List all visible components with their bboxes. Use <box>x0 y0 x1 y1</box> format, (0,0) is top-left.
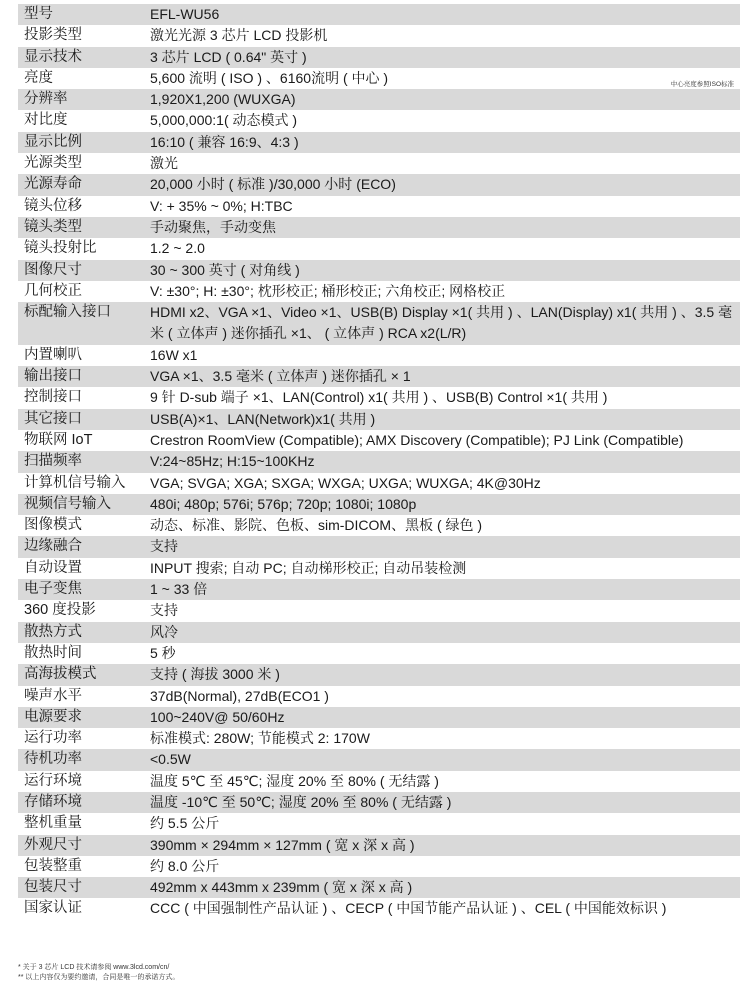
footnote-2: ** 以上内容仅为要约邀请，合同是唯一的承诺方式。 <box>18 974 180 981</box>
spec-label: 视频信号输入 <box>18 494 142 515</box>
spec-value: 温度 -10℃ 至 50℃; 湿度 20% 至 80% ( 无结露 ) <box>150 793 452 810</box>
spec-label: 物联网 IoT <box>18 430 142 451</box>
spec-value: 1 ~ 33 倍 <box>150 581 208 598</box>
footnote-1: * 关于 3 芯片 LCD 技术请参阅 www.3lcd.com/cn/ <box>18 964 170 971</box>
spec-label: 计算机信号输入 <box>18 473 142 494</box>
spec-label: 电源要求 <box>18 707 142 728</box>
spec-row <box>18 898 740 919</box>
spec-row <box>18 47 740 68</box>
spec-value-cell <box>142 260 740 281</box>
spec-value-cell <box>142 110 740 131</box>
spec-value: 风冷 <box>150 623 178 640</box>
spec-row <box>18 707 740 728</box>
spec-value: 手动聚焦，手动变焦 <box>150 218 276 235</box>
spec-value-cell <box>142 558 740 579</box>
spec-value-cell <box>142 771 740 792</box>
spec-label: 电子变焦 <box>18 579 142 600</box>
spec-row <box>18 366 740 387</box>
spec-value-cell <box>142 89 740 110</box>
spec-value: EFL-WU56 <box>150 6 220 22</box>
spec-value: 温度 5℃ 至 45℃; 湿度 20% 至 80% ( 无结露 ) <box>150 772 439 789</box>
spec-value: V: + 35% ~ 0%; H:TBC <box>150 197 293 214</box>
spec-value: VGA ×1、3.5 毫米 ( 立体声 ) 迷你插孔 × 1 <box>150 368 411 385</box>
spec-row <box>18 89 740 110</box>
spec-label: 显示比例 <box>18 132 142 153</box>
spec-label: 整机重量 <box>18 813 142 834</box>
spec-row <box>18 579 740 600</box>
spec-label: 分辨率 <box>18 89 142 110</box>
spec-row <box>18 260 740 281</box>
spec-label: 输出接口 <box>18 366 142 387</box>
spec-value-cell <box>142 132 740 153</box>
spec-value-cell <box>142 515 740 536</box>
spec-row <box>18 217 740 238</box>
spec-value-cell <box>142 600 740 621</box>
spec-value: 480i; 480p; 576i; 576p; 720p; 1080i; 1080p <box>150 495 417 512</box>
spec-value-cell <box>142 473 740 494</box>
spec-label: 几何校正 <box>18 281 142 302</box>
spec-value-cell <box>142 281 740 302</box>
spec-label: 国家认证 <box>18 898 142 919</box>
spec-label: 待机功率 <box>18 749 142 770</box>
spec-row <box>18 409 740 430</box>
spec-row <box>18 515 740 536</box>
spec-value: 约 5.5 公斤 <box>150 815 220 832</box>
spec-label: 控制接口 <box>18 387 142 408</box>
spec-table <box>18 4 740 920</box>
spec-value-cell <box>142 302 740 345</box>
spec-label: 光源类型 <box>18 153 142 174</box>
spec-value: 激光 <box>150 155 178 172</box>
spec-label: 显示技术 <box>18 47 142 68</box>
spec-value: 支持 <box>150 602 178 619</box>
spec-row <box>18 835 740 856</box>
spec-label: 运行功率 <box>18 728 142 749</box>
spec-value-cell <box>142 686 740 707</box>
spec-row <box>18 536 740 557</box>
spec-value: VGA; SVGA; XGA; SXGA; WXGA; UXGA; WUXGA; 4K@30Hz <box>150 474 541 491</box>
spec-value: 标准模式: 280W; 节能模式 2: 170W <box>150 730 370 747</box>
spec-value: 37dB(Normal), 27dB(ECO1 ) <box>150 687 329 704</box>
spec-value: 5 秒 <box>150 644 176 661</box>
spec-label: 运行环境 <box>18 771 142 792</box>
spec-value-cell <box>142 366 740 387</box>
spec-row <box>18 174 740 195</box>
spec-value: V: ±30°; H: ±30°; 枕形校正; 桶形校正; 六角校正; 网格校正 <box>150 282 506 299</box>
spec-value-cell <box>142 536 740 557</box>
spec-label: 高海拔模式 <box>18 664 142 685</box>
spec-value-cell <box>142 898 740 919</box>
spec-value: USB(A)×1、LAN(Network)x1( 共用 ) <box>150 410 376 427</box>
spec-value-cell <box>142 664 740 685</box>
spec-label: 噪声水平 <box>18 686 142 707</box>
spec-value: 约 8.0 公斤 <box>150 857 220 874</box>
spec-row <box>18 643 740 664</box>
spec-value: 492mm x 443mm x 239mm ( 宽 x 深 x 高 ) <box>150 879 413 896</box>
spec-value-cell <box>142 217 740 238</box>
spec-value-cell <box>142 856 740 877</box>
spec-value-cell <box>142 494 740 515</box>
spec-label: 图像尺寸 <box>18 260 142 281</box>
spec-value-cell <box>142 622 740 643</box>
spec-label: 自动设置 <box>18 558 142 579</box>
spec-row <box>18 473 740 494</box>
spec-label: 外观尺寸 <box>18 835 142 856</box>
spec-value: 16:10 ( 兼容 16:9、4:3 ) <box>150 133 299 150</box>
spec-row <box>18 345 740 366</box>
spec-value-cell <box>142 47 740 68</box>
spec-value: <0.5W <box>150 751 191 768</box>
spec-row <box>18 749 740 770</box>
spec-label: 投影类型 <box>18 25 142 46</box>
spec-value-cell <box>142 238 740 259</box>
spec-row <box>18 600 740 621</box>
spec-row <box>18 771 740 792</box>
spec-row <box>18 856 740 877</box>
spec-value-cell <box>142 430 740 451</box>
spec-row <box>18 558 740 579</box>
spec-value: 3 芯片 LCD ( 0.64" 英寸 ) <box>150 48 307 65</box>
spec-row <box>18 281 740 302</box>
spec-value-cell <box>142 345 740 366</box>
spec-row <box>18 686 740 707</box>
spec-label: 内置喇叭 <box>18 345 142 366</box>
spec-row <box>18 153 740 174</box>
spec-value: 390mm × 294mm × 127mm ( 宽 x 深 x 高 ) <box>150 836 415 853</box>
spec-label: 型号 <box>18 4 142 25</box>
spec-row <box>18 302 740 345</box>
spec-label: 镜头投射比 <box>18 238 142 259</box>
spec-row <box>18 728 740 749</box>
spec-value-cell <box>142 643 740 664</box>
spec-value-cell <box>142 728 740 749</box>
spec-row <box>18 4 740 25</box>
spec-value-cell <box>142 409 740 430</box>
spec-label: 标配输入接口 <box>18 302 142 345</box>
spec-value-cell <box>142 835 740 856</box>
spec-value: 100~240V@ 50/60Hz <box>150 708 285 725</box>
spec-value: 9 针 D-sub 端子 ×1、LAN(Control) x1( 共用 ) 、USB(B) Control ×1( 共用 ) <box>150 389 608 406</box>
spec-value-cell <box>142 387 740 408</box>
spec-row <box>18 813 740 834</box>
spec-value-cell <box>142 792 740 813</box>
spec-label: 存储环境 <box>18 792 142 813</box>
spec-value-cell <box>142 4 740 25</box>
spec-value: 5,600 流明 ( ISO ) 、6160流明 ( 中心 ) <box>150 69 389 86</box>
spec-value-cell <box>142 451 740 472</box>
spec-row <box>18 387 740 408</box>
spec-label: 散热时间 <box>18 643 142 664</box>
spec-label: 边缘融合 <box>18 536 142 557</box>
spec-value-cell <box>142 579 740 600</box>
spec-row <box>18 451 740 472</box>
spec-value-cell <box>142 153 740 174</box>
spec-value-cell <box>142 707 740 728</box>
spec-value: 支持 ( 海拔 3000 米 ) <box>150 666 280 683</box>
spec-label: 360 度投影 <box>18 600 142 621</box>
spec-value-cell <box>142 25 740 46</box>
spec-value: 16W x1 <box>150 346 198 363</box>
spec-label: 扫描频率 <box>18 451 142 472</box>
spec-row <box>18 25 740 46</box>
spec-row <box>18 430 740 451</box>
spec-value: 1,920X1,200 (WUXGA) <box>150 91 296 108</box>
spec-label: 其它接口 <box>18 409 142 430</box>
spec-note: 中心亮度参照ISO标准 <box>670 80 734 88</box>
spec-value: Crestron RoomView (Compatible); AMX Discovery (Compatible); PJ Link (Compatible) <box>150 431 684 448</box>
spec-label: 亮度 <box>18 68 142 89</box>
spec-value: 5,000,000:1( 动态模式 ) <box>150 112 298 129</box>
spec-value-cell <box>142 68 740 89</box>
spec-row <box>18 664 740 685</box>
spec-value: 激光光源 3 芯片 LCD 投影机 <box>150 27 328 44</box>
spec-table-body <box>18 4 740 920</box>
spec-value-cell <box>142 196 740 217</box>
spec-value: CCC ( 中国强制性产品认证 ) 、CECP ( 中国节能产品认证 ) 、CEL ( 中国能效标识 ) <box>150 900 667 917</box>
spec-value: 30 ~ 300 英寸 ( 对角线 ) <box>150 261 300 278</box>
spec-row <box>18 132 740 153</box>
spec-label: 图像模式 <box>18 515 142 536</box>
spec-label: 散热方式 <box>18 622 142 643</box>
spec-value: 支持 <box>150 538 178 555</box>
footnotes <box>18 963 179 983</box>
spec-value: 动态、标准、影院、色板、sim-DICOM、黑板 ( 绿色 ) <box>150 517 483 534</box>
spec-value: V:24~85Hz; H:15~100KHz <box>150 453 315 470</box>
spec-label: 镜头位移 <box>18 196 142 217</box>
spec-row <box>18 494 740 515</box>
spec-row <box>18 238 740 259</box>
spec-value-cell <box>142 749 740 770</box>
spec-value: 1.2 ~ 2.0 <box>150 240 205 257</box>
spec-label: 包装整重 <box>18 856 142 877</box>
spec-row <box>18 110 740 131</box>
spec-label: 对比度 <box>18 110 142 131</box>
spec-value: HDMI x2、VGA ×1、Video ×1、USB(B) Display ×1( 共用 ) 、LAN(Display) x1( 共用 ) 、3.5 毫米 ( 立体声 ) 迷你插孔 ×1、 ( 立体声 ) RCA x2(L/R) <box>150 304 733 342</box>
spec-value: INPUT 搜索; 自动 PC; 自动梯形校正; 自动吊装检测 <box>150 559 467 576</box>
spec-row <box>18 68 740 89</box>
spec-row <box>18 877 740 898</box>
spec-value-cell <box>142 813 740 834</box>
spec-label: 光源寿命 <box>18 174 142 195</box>
spec-value-cell <box>142 877 740 898</box>
spec-row <box>18 792 740 813</box>
spec-label: 镜头类型 <box>18 217 142 238</box>
spec-row <box>18 196 740 217</box>
spec-row <box>18 622 740 643</box>
spec-value-cell <box>142 174 740 195</box>
spec-label: 包装尺寸 <box>18 877 142 898</box>
spec-value: 20,000 小时 ( 标准 )/30,000 小时 (ECO) <box>150 176 396 193</box>
